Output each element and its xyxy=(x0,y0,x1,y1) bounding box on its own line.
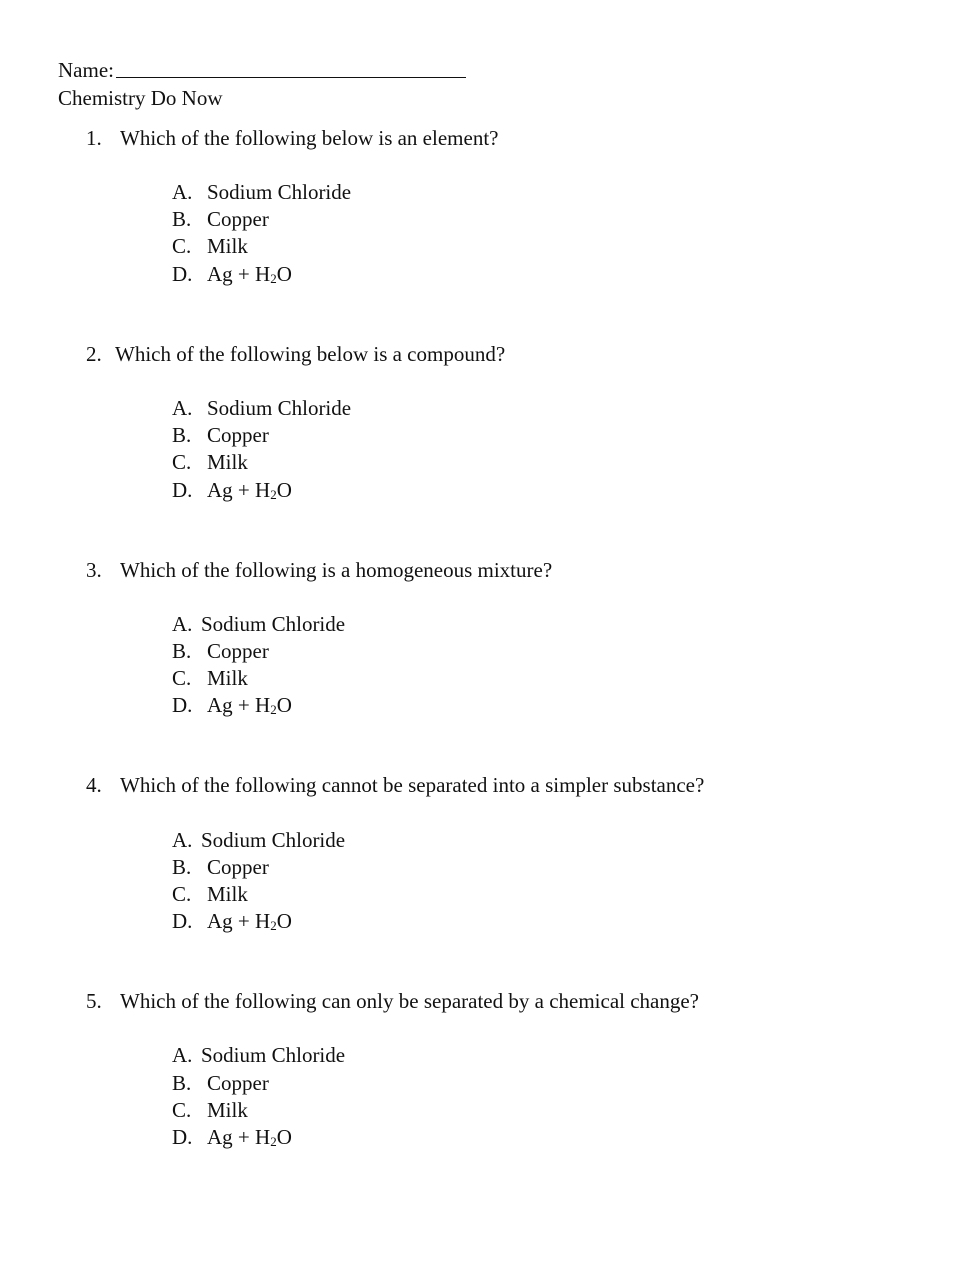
option-formula xyxy=(207,1127,292,1148)
option-letter: B. xyxy=(172,639,192,663)
question-text: Which of the following below is an element? xyxy=(120,126,499,150)
option-text: Milk xyxy=(207,666,248,690)
option-formula xyxy=(207,480,292,501)
option-text: Copper xyxy=(207,639,269,663)
worksheet-title: Chemistry Do Now xyxy=(58,86,223,110)
formula-part: O xyxy=(276,909,292,933)
question-number: 5. xyxy=(86,989,102,1013)
option-letter: D. xyxy=(172,693,193,717)
option-letter: C. xyxy=(172,882,192,906)
formula-part: Ag + H xyxy=(207,478,271,502)
question-number: 3. xyxy=(86,558,102,582)
name-label: Name: xyxy=(58,58,114,82)
formula-part: O xyxy=(276,478,292,502)
option-letter: C. xyxy=(172,450,192,474)
option-text: Sodium Chloride xyxy=(201,612,346,636)
formula-subscript: 2 xyxy=(270,487,277,502)
question-text: Which of the following cannot be separated into a simpler substance? xyxy=(120,773,705,797)
option-text: Copper xyxy=(207,1071,269,1095)
formula-part: O xyxy=(276,262,292,286)
option-text: Sodium Chloride xyxy=(207,180,352,204)
option-letter: C. xyxy=(172,666,192,690)
question-number: 2. xyxy=(86,342,102,366)
option-letter: B. xyxy=(172,1071,192,1095)
option-formula xyxy=(207,695,292,716)
option-text: Sodium Chloride xyxy=(201,828,346,852)
option-letter: A. xyxy=(172,828,193,852)
option-letter: C. xyxy=(172,234,192,258)
option-letter: D. xyxy=(172,1125,193,1149)
formula-part: O xyxy=(276,1125,292,1149)
option-letter: D. xyxy=(172,909,193,933)
option-text: Milk xyxy=(207,1098,248,1122)
option-formula xyxy=(207,911,292,932)
option-text: Copper xyxy=(207,423,269,447)
option-letter: A. xyxy=(172,396,193,420)
formula-part: Ag + H xyxy=(207,693,271,717)
option-letter: B. xyxy=(172,423,192,447)
option-letter: D. xyxy=(172,478,193,502)
option-text: Milk xyxy=(207,450,248,474)
formula-subscript: 2 xyxy=(270,918,277,933)
option-formula xyxy=(207,264,292,285)
question-text: Which of the following is a homogeneous mixture? xyxy=(120,558,553,582)
question-number: 4. xyxy=(86,773,102,797)
option-text: Milk xyxy=(207,234,248,258)
question-text: Which of the following can only be separated by a chemical change? xyxy=(120,989,700,1013)
option-letter: A. xyxy=(172,612,193,636)
question-text: Which of the following below is a compound? xyxy=(115,342,506,366)
formula-part: Ag + H xyxy=(207,909,271,933)
formula-subscript: 2 xyxy=(270,702,277,717)
option-text: Sodium Chloride xyxy=(201,1043,346,1067)
option-text: Milk xyxy=(207,882,248,906)
option-letter: A. xyxy=(172,1043,193,1067)
option-letter: A. xyxy=(172,180,193,204)
option-text: Sodium Chloride xyxy=(207,396,352,420)
name-blank-line[interactable] xyxy=(116,77,466,78)
formula-part: Ag + H xyxy=(207,262,271,286)
question-number: 1. xyxy=(86,126,102,150)
option-letter: B. xyxy=(172,207,192,231)
option-text: Copper xyxy=(207,855,269,879)
formula-part: O xyxy=(276,693,292,717)
formula-subscript: 2 xyxy=(270,1134,277,1149)
option-letter: C. xyxy=(172,1098,192,1122)
option-text: Copper xyxy=(207,207,269,231)
formula-part: Ag + H xyxy=(207,1125,271,1149)
option-letter: B. xyxy=(172,855,192,879)
option-letter: D. xyxy=(172,262,193,286)
formula-subscript: 2 xyxy=(270,271,277,286)
